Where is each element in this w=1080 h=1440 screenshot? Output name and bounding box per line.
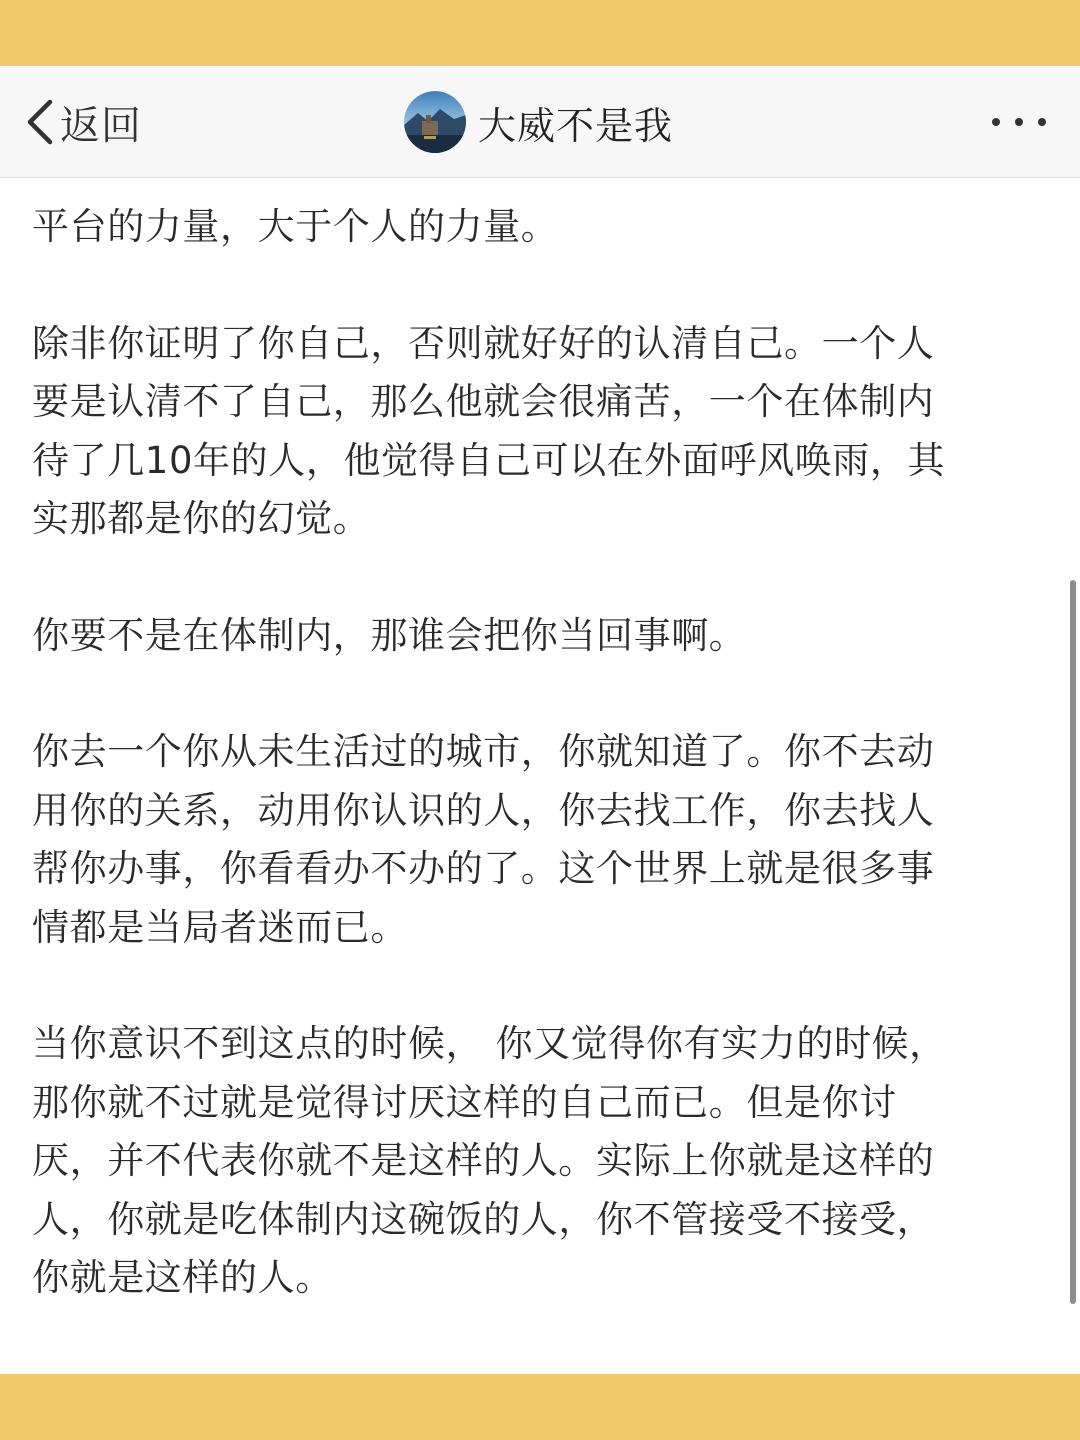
paragraph-2: 除非你证明了你自己，否则就好好的认清自己。一个人 要是认清不了自己，那么他就会很痛苦，一个在体制内 待了几10年的人，他觉得自己可以在外面呼风唤雨，其 实那都是你的幻觉。 xyxy=(32,321,946,540)
chevron-left-icon xyxy=(22,94,58,150)
scrollbar[interactable] xyxy=(1070,580,1076,1304)
paragraph-1: 平台的力量，大于个人的力量。 xyxy=(32,205,559,248)
paragraph-3: 你要不是在体制内，那谁会把你当回事啊。 xyxy=(32,613,747,657)
back-button[interactable] xyxy=(22,94,142,150)
paragraph-5: 当你意识不到这点的时候， 你又觉得你有实力的时候， 那你就不过就是觉得讨厌这样的自己而已。但是你讨 厌，并不代表你就不是这样的人。实际上你就是这样的 人，你就是吃体制内这碗饭的人，你不管接受不接受， 你就是这样的人。 xyxy=(32,1022,947,1299)
paragraph-4: 你去一个你从未生活过的城市，你就知道了。你不去动 用你的关系，动用你认识的人，你去找工作，你去找人 帮你办事，你看看办不办的了。这个世界上就是很多事 情都是当局者迷而已。 xyxy=(32,730,935,949)
more-horizontal-icon[interactable] xyxy=(986,106,1056,138)
nav-header xyxy=(0,66,1080,178)
user-title[interactable] xyxy=(404,90,673,154)
post-content xyxy=(32,198,1042,1366)
bottom-decor-band xyxy=(0,1374,1080,1440)
top-decor-band xyxy=(0,0,1080,66)
back-label: 返回 xyxy=(60,102,142,149)
avatar[interactable] xyxy=(404,91,466,153)
username-title: 大威不是我 xyxy=(478,103,674,148)
